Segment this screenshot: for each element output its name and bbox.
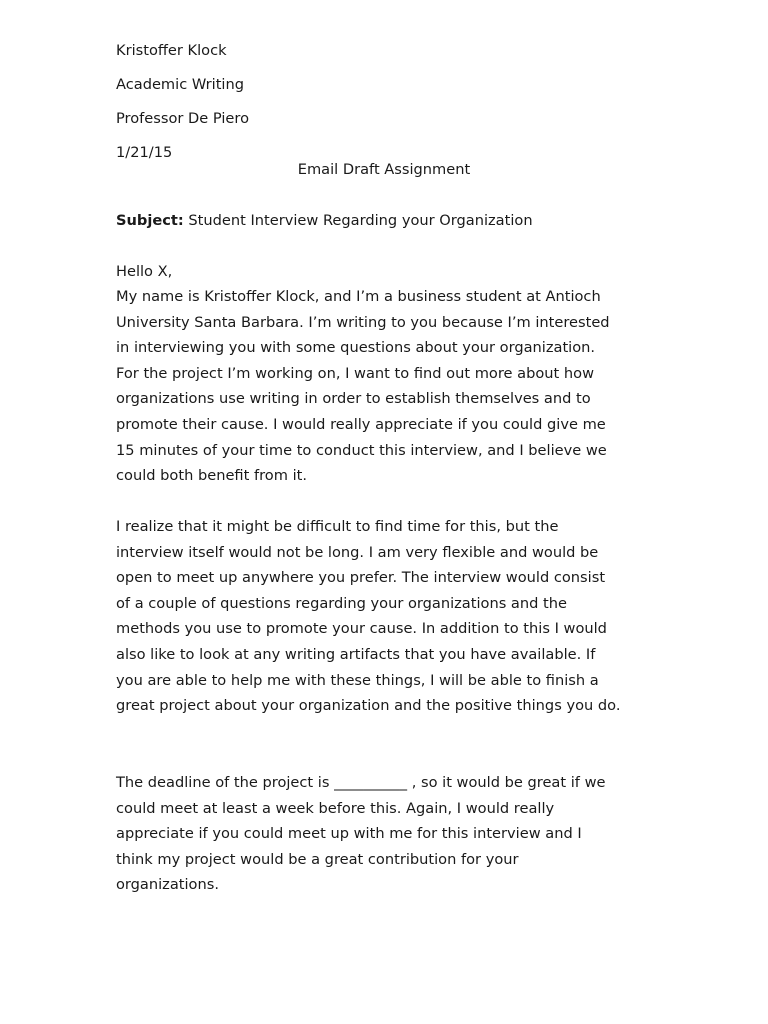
date: 1/21/15 — [116, 144, 173, 161]
professor-name: Professor De Piero — [116, 110, 250, 127]
paragraph-line: methods you use to promote your cause. In addition to this I would — [116, 620, 607, 638]
paragraph-line: promote their cause. I would really appreciate if you could give me — [116, 415, 606, 433]
paragraph-line: also like to look at any writing artifacts that you have available. If — [116, 645, 596, 663]
author-name: Kristoffer Klock — [116, 42, 227, 59]
paragraph-2 — [116, 514, 676, 719]
paragraph-line: organizations use writing in order to establish themselves and to — [116, 390, 591, 408]
paragraph-line: My name is Kristoffer Klock, and I’m a business student at Antioch — [116, 288, 601, 305]
paragraph-1 — [116, 284, 676, 489]
paragraph-line: organizations. — [116, 876, 219, 894]
paragraph-line: interview itself would not be long. I am very flexible and would be — [116, 543, 599, 561]
subject-label: Subject: — [116, 212, 184, 229]
subject-text: Student Interview Regarding your Organization — [188, 212, 533, 229]
course-name: Academic Writing — [116, 76, 244, 93]
paragraph-line: you are able to help me with these things, I will be able to finish a — [116, 671, 599, 689]
paragraph-line: could both benefit from it. — [116, 467, 308, 485]
paragraph-line: in interviewing you with some questions about your organization. — [116, 339, 596, 357]
greeting: Hello X, — [116, 263, 173, 280]
paragraph-line: For the project I’m working on, I want to find out more about how — [116, 364, 595, 382]
paragraph-line: open to meet up anywhere you prefer. The interview would consist — [116, 569, 606, 587]
document-title: Email Draft Assignment — [297, 161, 471, 178]
paragraph-line: could meet at least a week before this. Again, I would really — [116, 799, 555, 817]
paragraph-line: great project about your organization and the positive things you do. — [116, 697, 621, 715]
paragraph-line: I realize that it might be difficult to find time for this, but the — [116, 518, 559, 535]
subject-line — [116, 212, 533, 230]
paragraph-line: The deadline of the project is __________ , so it would be great if we — [116, 774, 606, 791]
paragraph-line: of a couple of questions regarding your organizations and the — [116, 594, 567, 612]
paragraph-3 — [116, 770, 676, 898]
paragraph-line: University Santa Barbara. I’m writing to you because I’m interested — [116, 313, 610, 331]
paragraph-line: 15 minutes of your time to conduct this interview, and I believe we — [116, 441, 607, 459]
paragraph-line: think my project would be a great contribution for your — [116, 850, 519, 868]
paragraph-line: appreciate if you could meet up with me for this interview and I — [116, 825, 582, 843]
